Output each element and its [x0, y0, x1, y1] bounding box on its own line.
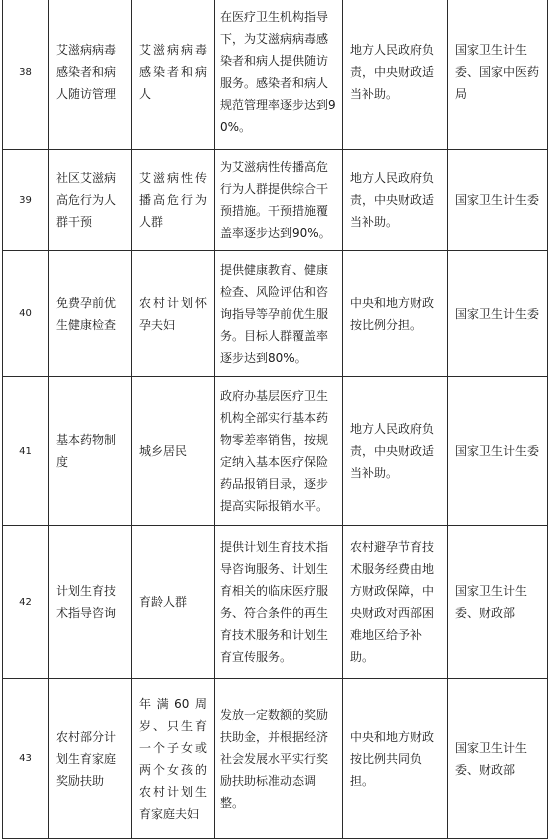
funding-cell [343, 0, 448, 150]
responsible-department: 国家卫生计生委 [455, 444, 540, 458]
row-number: 40 [3, 251, 49, 377]
table-row [3, 679, 548, 839]
responsible-department: 国家卫生计生委 [455, 306, 540, 321]
target-group: 城乡居民 [139, 444, 188, 458]
department-cell [448, 150, 548, 251]
service-content-cell [215, 251, 343, 377]
funding-source: 农村避孕节育技术服务经费由地方财政保障，中央财政对西部困难地区给予补助。 [350, 540, 435, 664]
department-cell [448, 679, 548, 839]
target-group: 艾滋病性传播高危行为人群 [139, 171, 207, 229]
responsible-department: 国家卫生计生委、国家中医药局 [455, 43, 540, 101]
service-name: 艾滋病病毒感染者和病人随访管理 [56, 43, 117, 101]
responsible-department: 国家卫生计生委 [455, 193, 540, 207]
table-row [3, 377, 548, 526]
responsible-department: 国家卫生计生委、财政部 [455, 740, 528, 777]
funding-source: 中央和地方财政按比例共同负担。 [350, 729, 435, 788]
funding-source: 地方人民政府负责，中央财政适当补助。 [350, 422, 435, 480]
department-cell [448, 0, 548, 150]
target-group: 育龄人群 [139, 595, 188, 609]
service-content: 在医疗卫生机构指导下，为艾滋病病毒感染者和病人提供随访服务。感染者和病人规范管理率逐步达到90%。 [220, 10, 336, 134]
funding-source: 地方人民政府负责，中央财政适当补助。 [350, 171, 435, 229]
department-cell [448, 251, 548, 377]
target-group: 艾滋病病毒感染者和病人 [139, 43, 207, 101]
funding-cell [343, 377, 448, 526]
service-content-cell [215, 0, 343, 150]
target-group-cell [132, 526, 215, 679]
service-content-cell [215, 526, 343, 679]
service-name: 农村部分计划生育家庭奖励扶助 [56, 729, 117, 788]
service-name-cell [49, 150, 132, 251]
responsible-department: 国家卫生计生委、财政部 [455, 584, 528, 620]
table-row [3, 0, 548, 150]
service-name-cell [49, 0, 132, 150]
target-group-cell [132, 0, 215, 150]
row-number: 41 [3, 377, 49, 526]
service-name-cell [49, 377, 132, 526]
funding-cell [343, 526, 448, 679]
target-group: 年满60周岁、只生育一个子女或两个女孩的农村计划生育家庭夫妇 [139, 696, 207, 821]
service-name: 基本药物制度 [56, 433, 117, 469]
target-group-cell [132, 150, 215, 251]
service-content: 政府办基层医疗卫生机构全部实行基本药物零差率销售，按规定纳入基本医疗保险药品报销目录，逐步提高实际报销水平。 [220, 389, 329, 513]
funding-cell [343, 679, 448, 839]
service-content: 提供健康教育、健康检查、风险评估和咨询指导等孕前优生服务。目标人群覆盖率逐步达到80%。 [220, 262, 329, 365]
service-content-cell [215, 150, 343, 251]
table-row [3, 150, 548, 251]
row-number: 39 [3, 150, 49, 251]
funding-cell [343, 251, 448, 377]
funding-cell [343, 150, 448, 251]
row-number: 38 [3, 0, 49, 150]
service-content: 提供计划生育技术指导咨询服务、计划生育相关的临床医疗服务、符合条件的再生育技术服务和计划生育宣传服务。 [220, 540, 329, 664]
service-name-cell [49, 526, 132, 679]
table-row [3, 251, 548, 377]
target-group: 农村计划怀孕夫妇 [139, 295, 207, 332]
service-content: 发放一定数额的奖励扶助金，并根据经济社会发展水平实行奖励扶助标准动态调整。 [220, 707, 329, 810]
service-content-cell [215, 377, 343, 526]
department-cell [448, 526, 548, 679]
row-number: 43 [3, 679, 49, 839]
target-group-cell [132, 679, 215, 839]
target-group-cell [132, 377, 215, 526]
public-service-table [2, 0, 548, 839]
funding-source: 中央和地方财政按比例分担。 [350, 295, 435, 332]
funding-source: 地方人民政府负责，中央财政适当补助。 [350, 43, 435, 101]
service-name-cell [49, 679, 132, 839]
service-name: 社区艾滋病高危行为人群干预 [56, 171, 117, 229]
service-content: 为艾滋病性传播高危行为人群提供综合干预措施。干预措施覆盖率逐步达到90%。 [220, 160, 331, 240]
table-row [3, 526, 548, 679]
service-content-cell [215, 679, 343, 839]
service-name-cell [49, 251, 132, 377]
service-name: 计划生育技术指导咨询 [56, 584, 117, 620]
row-number: 42 [3, 526, 49, 679]
department-cell [448, 377, 548, 526]
target-group-cell [132, 251, 215, 377]
service-name: 免费孕前优生健康检查 [56, 295, 117, 332]
